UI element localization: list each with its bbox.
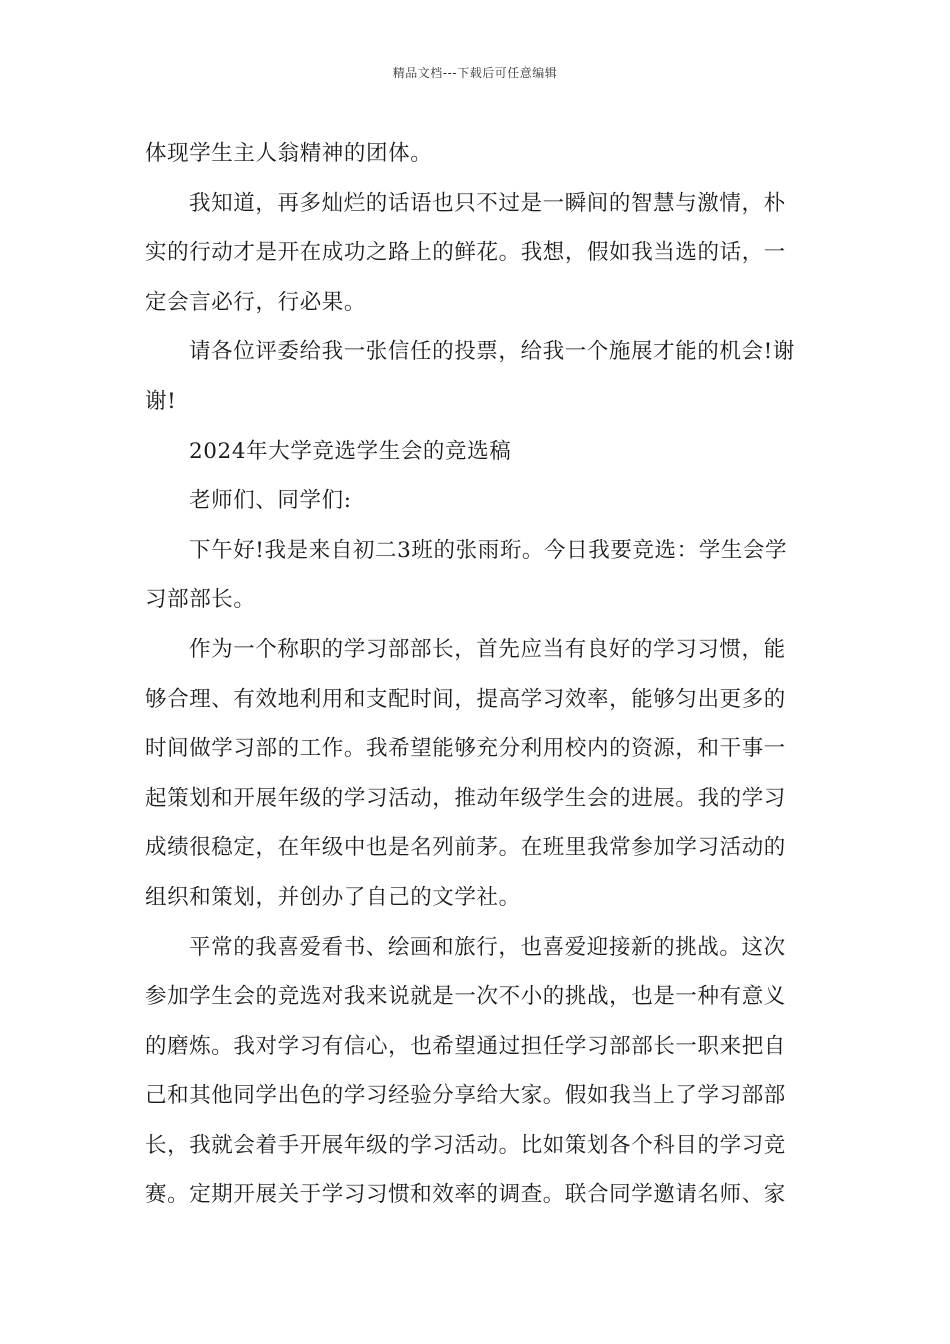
text-line: 老师们、同学们: — [189, 488, 352, 514]
paragraph — [145, 625, 808, 923]
text-line: 参加学生会的竞选对我来说就是一次不小的挑战，也是一种有意义 — [145, 984, 786, 1010]
text-line: 体现学生主人翁精神的团体。 — [145, 141, 433, 166]
text-line: 起策划和开展年级的学习活动，推动年级学生会的进展。我的学习 — [145, 785, 786, 811]
text-line: 长，我就会着手开展年级的学习活动。比如策划各个科目的学习竞 — [145, 1132, 786, 1158]
text-line: 作为一个称职的学习部部长，首先应当有良好的学习习惯，能 — [189, 636, 786, 662]
text-line: 习部部长。 — [145, 587, 256, 613]
paragraph — [145, 129, 808, 179]
text-line: 己和其他同学出色的学习经验分享给大家。假如我当上了学习部部 — [145, 1083, 786, 1109]
text-line: 定会言必行，行必果。 — [145, 289, 367, 315]
section-title — [145, 427, 808, 477]
text-line: 谢! — [145, 388, 177, 414]
text-line: 平常的我喜爱看书、绘画和旅行，也喜爱迎接新的挑战。这次 — [189, 934, 786, 960]
text-line: 成绩很稳定，在年级中也是名列前茅。在班里我常参加学习活动的 — [145, 835, 786, 861]
text-line: 2024年大学竞选学生会的竞选稿 — [189, 438, 512, 464]
text-line: 请各位评委给我一张信任的投票，给我一个施展才能的机会!谢 — [189, 339, 795, 365]
paragraph — [145, 923, 808, 1221]
text-line: 赛。定期开展关于学习习惯和效率的调查。联合同学邀请名师、家 — [145, 1182, 786, 1208]
salutation — [145, 476, 808, 526]
text-line: 组织和策划，并创办了自己的文学社。 — [145, 884, 521, 910]
text-line: 我知道，再多灿烂的话语也只不过是一瞬间的智慧与激情，朴 — [189, 190, 786, 216]
text-line: 实的行动才是开在成功之路上的鲜花。我想，假如我当选的话，一 — [145, 240, 786, 266]
page-header: 精品文档---下载后可任意编辑 — [392, 66, 558, 80]
text-line: 够合理、有效地利用和支配时间，提高学习效率，能够匀出更多的 — [145, 686, 786, 712]
document-body — [145, 129, 808, 1220]
text-line: 下午好!我是来自初二3班的张雨珩。今日我要竞选：学生会学 — [189, 537, 788, 563]
paragraph — [145, 179, 808, 328]
text-line: 的磨炼。我对学习有信心，也希望通过担任学习部部长一职来把自 — [145, 1033, 786, 1059]
paragraph — [145, 526, 808, 625]
paragraph — [145, 327, 808, 426]
text-line: 时间做学习部的工作。我希望能够充分利用校内的资源，和干事一 — [145, 736, 786, 762]
